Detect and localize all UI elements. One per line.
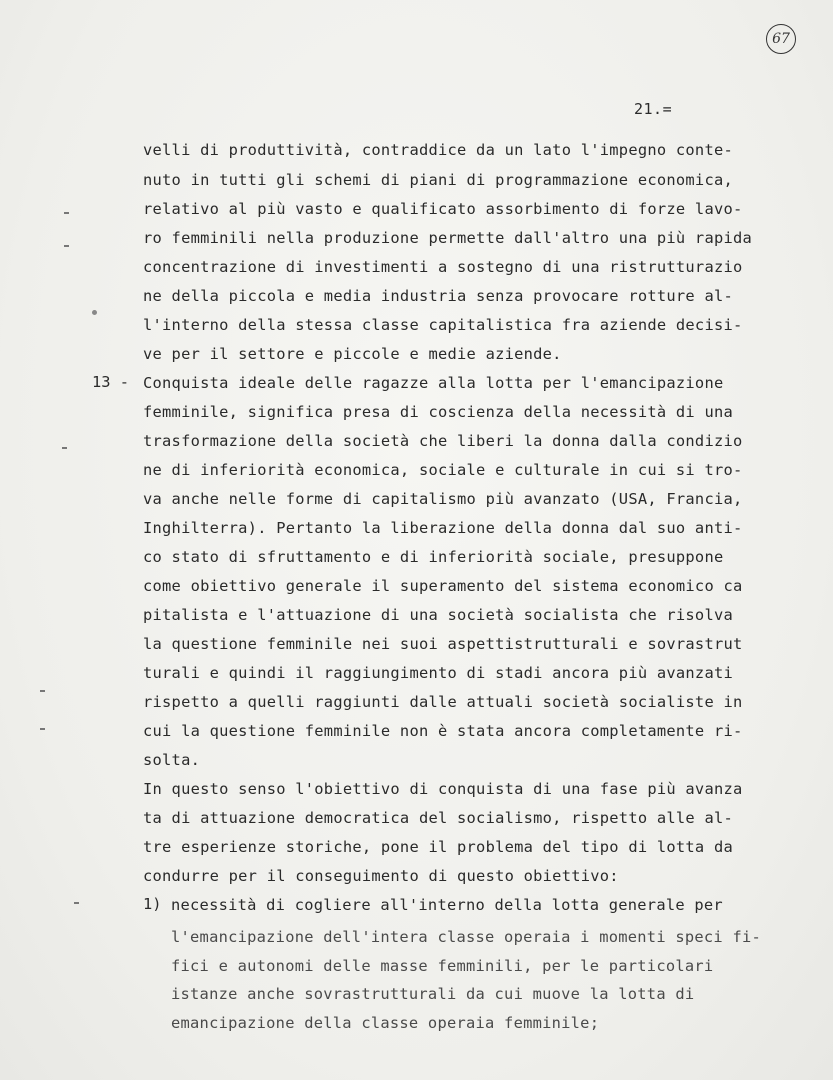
- text-line: Inghilterra). Pertanto la liberazione della donna dal suo anti-: [143, 519, 743, 537]
- text-line: condurre per il conseguimento di questo obiettivo:: [143, 867, 619, 885]
- text-line: ne di inferiorità economica, sociale e culturale in cui si tro-: [143, 461, 743, 479]
- text-line: fici e autonomi delle masse femminili, per le particolari: [171, 957, 714, 975]
- margin-dot: [92, 310, 97, 315]
- text-line: va anche nelle forme di capitalismo più avanzato (USA, Francia,: [143, 490, 743, 508]
- text-line: concentrazione di investimenti a sostegno di una ristrutturazio: [143, 258, 743, 276]
- margin-mark: [74, 902, 79, 904]
- text-line: necessità di cogliere all'interno della lotta generale per: [171, 896, 723, 914]
- list-item-marker: 1): [143, 895, 162, 913]
- text-line: ne della piccola e media industria senza provocare rotture al-: [143, 287, 733, 305]
- text-line: femminile, significa presa di coscienza della necessità di una: [143, 403, 733, 421]
- margin-mark: [40, 690, 45, 692]
- section-marker: 13 -: [92, 373, 130, 391]
- text-line: istanze anche sovrastrutturali da cui muove la lotta di: [171, 985, 695, 1003]
- text-line: co stato di sfruttamento e di inferiorità sociale, presuppone: [143, 548, 724, 566]
- text-line: Conquista ideale delle ragazze alla lotta per l'emancipazione: [143, 374, 724, 392]
- margin-mark: [40, 728, 45, 730]
- text-line: ta di attuazione democratica del socialismo, rispetto alle al-: [143, 809, 733, 827]
- text-line: nuto in tutti gli schemi di piani di programmazione economica,: [143, 171, 733, 189]
- text-line: l'emancipazione dell'intera classe operaia i momenti speci fi-: [171, 928, 761, 946]
- text-line: ro femminili nella produzione permette dall'altro una più rapida: [143, 229, 753, 247]
- text-line: solta.: [143, 751, 201, 769]
- text-line: emancipazione della classe operaia femminile;: [171, 1014, 600, 1032]
- text-line: pitalista e l'attuazione di una società socialista che risolva: [143, 606, 733, 624]
- text-line: l'interno della stessa classe capitalistica fra aziende decisi-: [143, 316, 743, 334]
- text-line: rispetto a quelli raggiunti dalle attuali società socialiste in: [143, 693, 743, 711]
- page-number: 21.=: [634, 100, 673, 118]
- text-line: trasformazione della società che liberi la donna dalla condizio: [143, 432, 743, 450]
- margin-mark: [62, 447, 67, 449]
- text-line: tre esperienze storiche, pone il problema del tipo di lotta da: [143, 838, 733, 856]
- archive-stamp: 67: [766, 24, 796, 54]
- margin-mark: [64, 245, 69, 247]
- text-line: velli di produttività, contraddice da un lato l'impegno conte-: [143, 141, 733, 159]
- text-line: la questione femminile nei suoi aspettistrutturali e sovrastrut: [143, 635, 743, 653]
- text-line: turali e quindi il raggiungimento di stadi ancora più avanzati: [143, 664, 733, 682]
- margin-mark: [64, 212, 69, 214]
- text-line: relativo al più vasto e qualificato assorbimento di forze lavo-: [143, 200, 743, 218]
- text-line: come obiettivo generale il superamento del sistema economico ca: [143, 577, 743, 595]
- text-line: In questo senso l'obiettivo di conquista di una fase più avanza: [143, 780, 743, 798]
- text-line: ve per il settore e piccole e medie aziende.: [143, 345, 562, 363]
- text-line: cui la questione femminile non è stata ancora completamente ri-: [143, 722, 743, 740]
